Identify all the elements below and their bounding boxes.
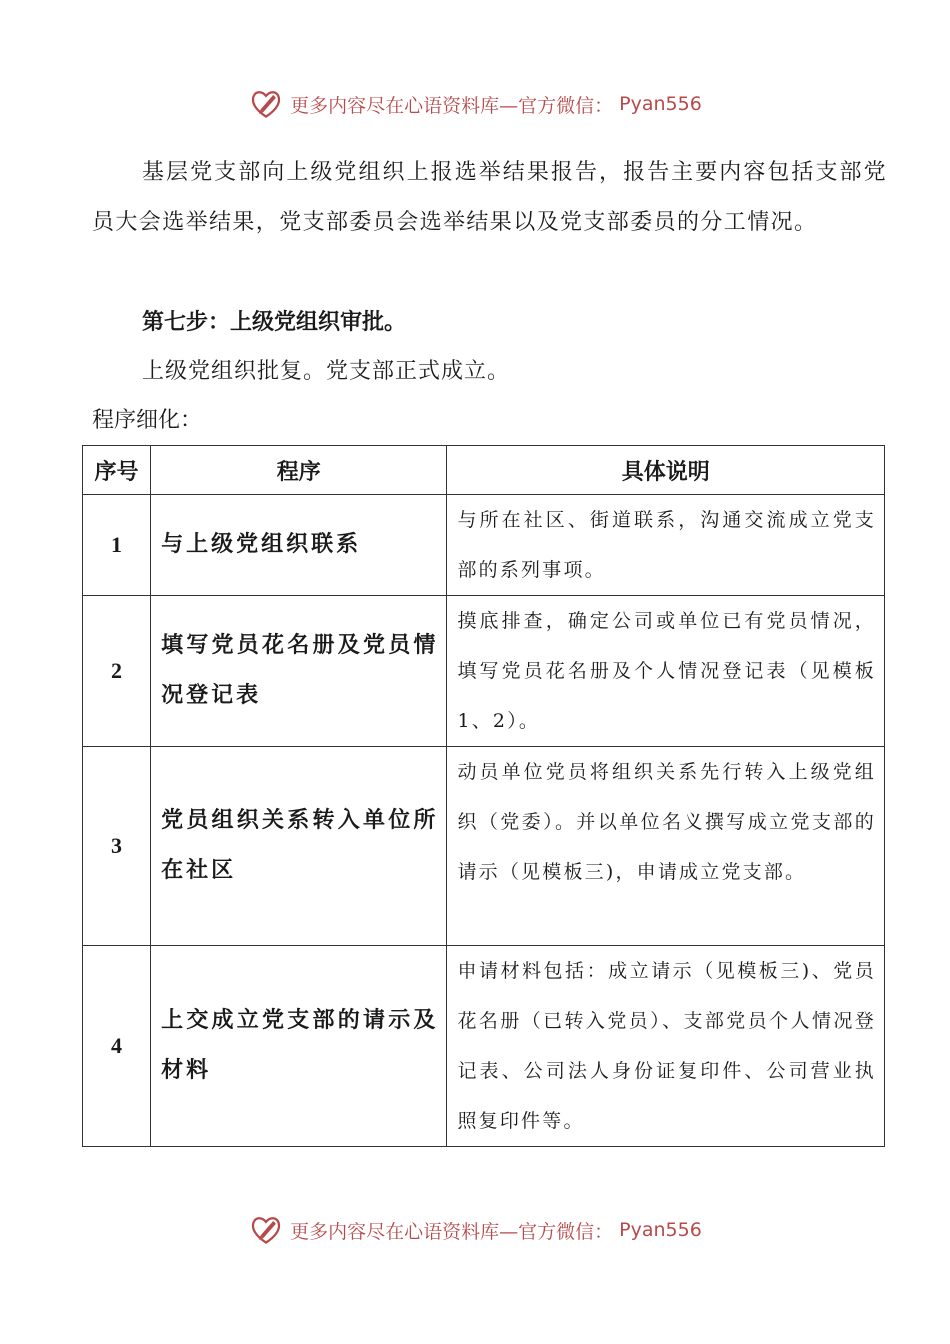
row-procedure: 填写党员花名册及党员情况登记表 xyxy=(151,596,447,747)
header-watermark xyxy=(0,84,950,124)
table-row xyxy=(83,747,885,946)
row-description: 申请材料包括：成立请示（见模板三)、党员花名册（已转入党员）、支部党员个人情况登记表、公司法人身份证复印件、公司营业执照复印件等。 xyxy=(447,946,885,1147)
row-number: 3 xyxy=(83,747,151,946)
heart-pen-logo-icon xyxy=(248,1212,284,1248)
row-procedure: 与上级党组织联系 xyxy=(151,495,447,596)
table-row xyxy=(83,495,885,596)
watermark-wechat-id: Pyan556 xyxy=(619,93,702,115)
row-procedure: 上交成立党支部的请示及材料 xyxy=(151,946,447,1147)
row-number: 4 xyxy=(83,946,151,1147)
row-number: 2 xyxy=(83,596,151,747)
watermark-text: 更多内容尽在心语资料库—官方微信： xyxy=(290,1220,614,1243)
row-description: 摸底排查，确定公司或单位已有党员情况，填写党员花名册及个人情况登记表（见模板1、2）。 xyxy=(447,596,885,747)
footer-watermark xyxy=(0,1210,950,1250)
row-procedure: 党员组织关系转入单位所在社区 xyxy=(151,747,447,946)
report-paragraph: 基层党支部向上级党组织上报选举结果报告，报告主要内容包括支部党员大会选举结果，党支部委员会选举结果以及党支部委员的分工情况。 xyxy=(92,160,887,235)
row-description: 与所在社区、街道联系，沟通交流成立党支部的系列事项。 xyxy=(447,495,885,596)
approval-text: 上级党组织批复。党支部正式成立。 xyxy=(142,359,511,384)
header-number: 序号 xyxy=(83,446,151,495)
row-description: 动员单位党员将组织关系先行转入上级党组织（党委）。并以单位名义撰写成立党支部的请示（见模板三)，申请成立党支部。 xyxy=(447,747,885,946)
watermark-text: 更多内容尽在心语资料库—官方微信： xyxy=(290,94,614,117)
table-row xyxy=(83,946,885,1147)
row-number: 1 xyxy=(83,495,151,596)
table-row xyxy=(83,596,885,747)
table-header-row xyxy=(83,446,885,495)
heart-pen-logo-icon xyxy=(248,86,284,122)
detail-heading: 程序细化： xyxy=(92,408,203,433)
header-description: 具体说明 xyxy=(447,446,885,495)
watermark-wechat-id: Pyan556 xyxy=(619,1219,702,1241)
procedure-table xyxy=(82,445,885,1147)
step-heading: 第七步：上级党组织审批。 xyxy=(142,310,407,335)
header-procedure: 程序 xyxy=(151,446,447,495)
